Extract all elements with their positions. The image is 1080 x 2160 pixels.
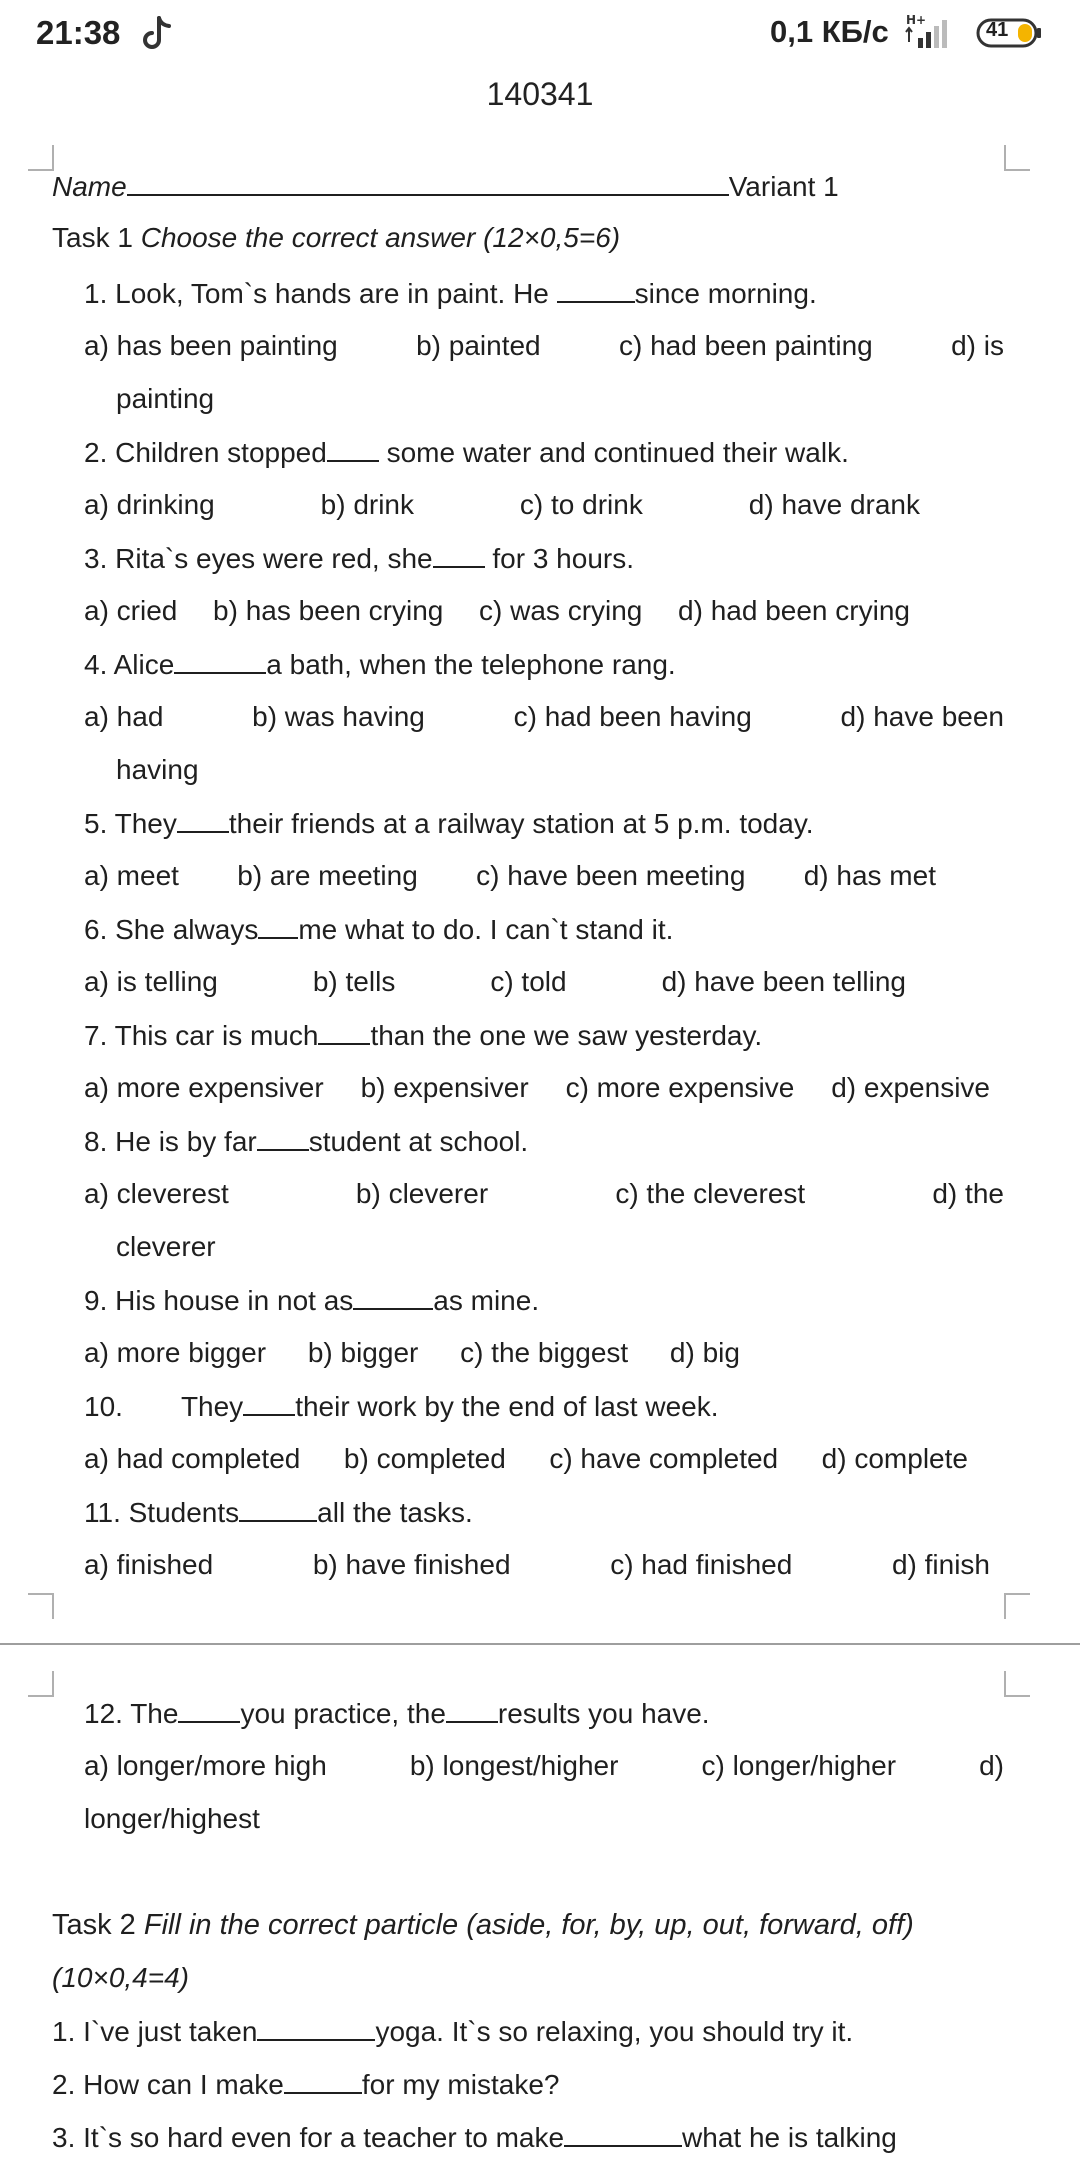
page-corner-mark [1004, 1593, 1030, 1619]
option-b: b) longest/higher [409, 1750, 619, 1781]
task1-score: (12×0,5=6) [483, 222, 621, 253]
question-4-option-continued: having [116, 754, 199, 785]
option-c: c) had been having [513, 701, 752, 732]
task1-label: Task 1 [52, 222, 133, 253]
option-d: d) big [669, 1337, 740, 1368]
option-d: d) is [951, 330, 1004, 361]
question-12-option-continued: longer/highest [84, 1803, 260, 1834]
document-title: 140341 [486, 76, 594, 112]
question-3-options [84, 593, 910, 629]
page-break-divider [0, 1643, 1080, 1645]
option-b: b) drink [320, 489, 415, 520]
question-8-options [84, 1176, 1004, 1212]
option-a: a) is telling [84, 966, 218, 997]
option-d: d) the [932, 1178, 1004, 1209]
variant-label: Variant 1 [728, 171, 839, 202]
option-b: b) have finished [312, 1549, 511, 1580]
question-2-options [84, 487, 920, 523]
task2-heading [52, 1907, 914, 1943]
question-11: 11. Students all the tasks. [84, 1494, 473, 1531]
option-b: b) expensiver [360, 1072, 529, 1103]
task1-instruction: Choose the correct answer [140, 222, 476, 253]
option-a: a) finished [84, 1549, 214, 1580]
question-6-options [84, 964, 906, 1000]
option-a: a) cleverest [84, 1178, 229, 1209]
option-c: c) the biggest [460, 1337, 629, 1368]
task2-instruction: Fill in the correct particle (aside, for, by, up, out, forward, off) [143, 1909, 914, 1941]
option-d: d) have drank [748, 489, 920, 520]
option-c: c) have completed [549, 1443, 779, 1474]
option-c: c) was crying [479, 595, 643, 626]
network-speed: 0,1 КБ/с [770, 14, 889, 49]
question-4-options [84, 699, 1004, 735]
question-9-options [84, 1335, 740, 1371]
option-d: d) has met [803, 860, 936, 891]
option-c: c) have been meeting [476, 860, 746, 891]
option-b: b) painted [416, 330, 541, 361]
option-a: a) more bigger [84, 1337, 267, 1368]
option-c: c) to drink [519, 489, 643, 520]
question-8-option-continued: cleverer [116, 1231, 216, 1262]
question-4: 4. Alice a bath, when the telephone rang. [84, 646, 676, 683]
option-b: b) was having [252, 701, 425, 732]
battery-level: 41 [986, 19, 1009, 41]
option-a: a) had [84, 701, 164, 732]
question-1-option-continued: painting [116, 383, 215, 414]
status-bar [0, 0, 1080, 70]
task2-label: Task 2 [52, 1909, 136, 1941]
question-5-options [84, 858, 936, 894]
option-d: d) [979, 1750, 1004, 1781]
task2-question-1: 1. I`ve just taken yoga. It`s so relaxing, you should try it. [52, 2013, 853, 2050]
option-a: a) meet [84, 860, 179, 891]
option-d: d) have been telling [661, 966, 906, 997]
option-b: b) tells [312, 966, 396, 997]
question-5: 5. They their friends at a railway station at 5 p.m. today. [84, 805, 814, 842]
network-type: H+ [906, 13, 927, 27]
tiktok-icon [140, 14, 174, 52]
option-d: d) finish [891, 1549, 990, 1580]
question-11-options [84, 1547, 990, 1583]
name-label: Name [52, 171, 127, 202]
option-a: a) longer/more high [84, 1750, 327, 1781]
question-8: 8. He is by far student at school. [84, 1123, 528, 1160]
option-c: c) had been painting [618, 330, 873, 361]
option-b: b) are meeting [237, 860, 418, 891]
task2-score: (10×0,4=4) [52, 1962, 189, 1993]
option-c: c) the cleverest [615, 1178, 806, 1209]
option-b: b) has been crying [213, 595, 444, 626]
option-a: a) more expensiver [84, 1072, 324, 1103]
option-d: d) had been crying [678, 595, 910, 626]
question-3: 3. Rita`s eyes were red, she for 3 hours. [84, 540, 634, 577]
question-10: 10. They their work by the end of last week. [84, 1388, 719, 1425]
page-corner-mark [28, 1671, 54, 1697]
option-a: a) has been painting [84, 330, 338, 361]
battery-icon [976, 18, 1042, 48]
option-a: a) drinking [84, 489, 215, 520]
page-corner-mark [1004, 1671, 1030, 1697]
option-d: d) have been [840, 701, 1004, 732]
question-12: 12. The you practice, the results you have. [84, 1695, 710, 1732]
signal-icon [902, 12, 962, 52]
question-1-options [84, 328, 1004, 364]
option-b: b) completed [343, 1443, 506, 1474]
question-7: 7. This car is much than the one we saw yesterday. [84, 1017, 762, 1054]
page-corner-mark [28, 1593, 54, 1619]
option-d: d) complete [821, 1443, 968, 1474]
name-line [52, 168, 839, 205]
option-d: d) expensive [831, 1072, 990, 1103]
question-10-options [84, 1441, 968, 1477]
task2-question-2: 2. How can I make for my mistake? [52, 2066, 559, 2103]
name-blank [127, 168, 729, 196]
option-c: c) told [490, 966, 567, 997]
question-9: 9. His house in not as as mine. [84, 1282, 539, 1319]
option-b: b) bigger [307, 1337, 419, 1368]
task2-question-3: 3. It`s so hard even for a teacher to make what he is talking [52, 2119, 897, 2156]
question-7-options [84, 1070, 990, 1106]
option-c: c) longer/higher [701, 1750, 897, 1781]
option-c: c) had finished [610, 1549, 793, 1580]
question-12-options [84, 1748, 1004, 1784]
page-corner-mark [1004, 145, 1030, 171]
option-b: b) cleverer [355, 1178, 489, 1209]
page-corner-mark [28, 145, 54, 171]
question-2: 2. Children stopped some water and continued their walk. [84, 434, 849, 471]
question-6: 6. She always me what to do. I can`t stand it. [84, 911, 673, 948]
status-time: 21:38 [36, 14, 121, 51]
option-c: c) more expensive [565, 1072, 795, 1103]
option-a: a) cried [84, 595, 178, 626]
option-a: a) had completed [84, 1443, 301, 1474]
task1-heading [52, 220, 620, 256]
question-1: 1. Look, Tom`s hands are in paint. He since morning. [84, 275, 817, 312]
